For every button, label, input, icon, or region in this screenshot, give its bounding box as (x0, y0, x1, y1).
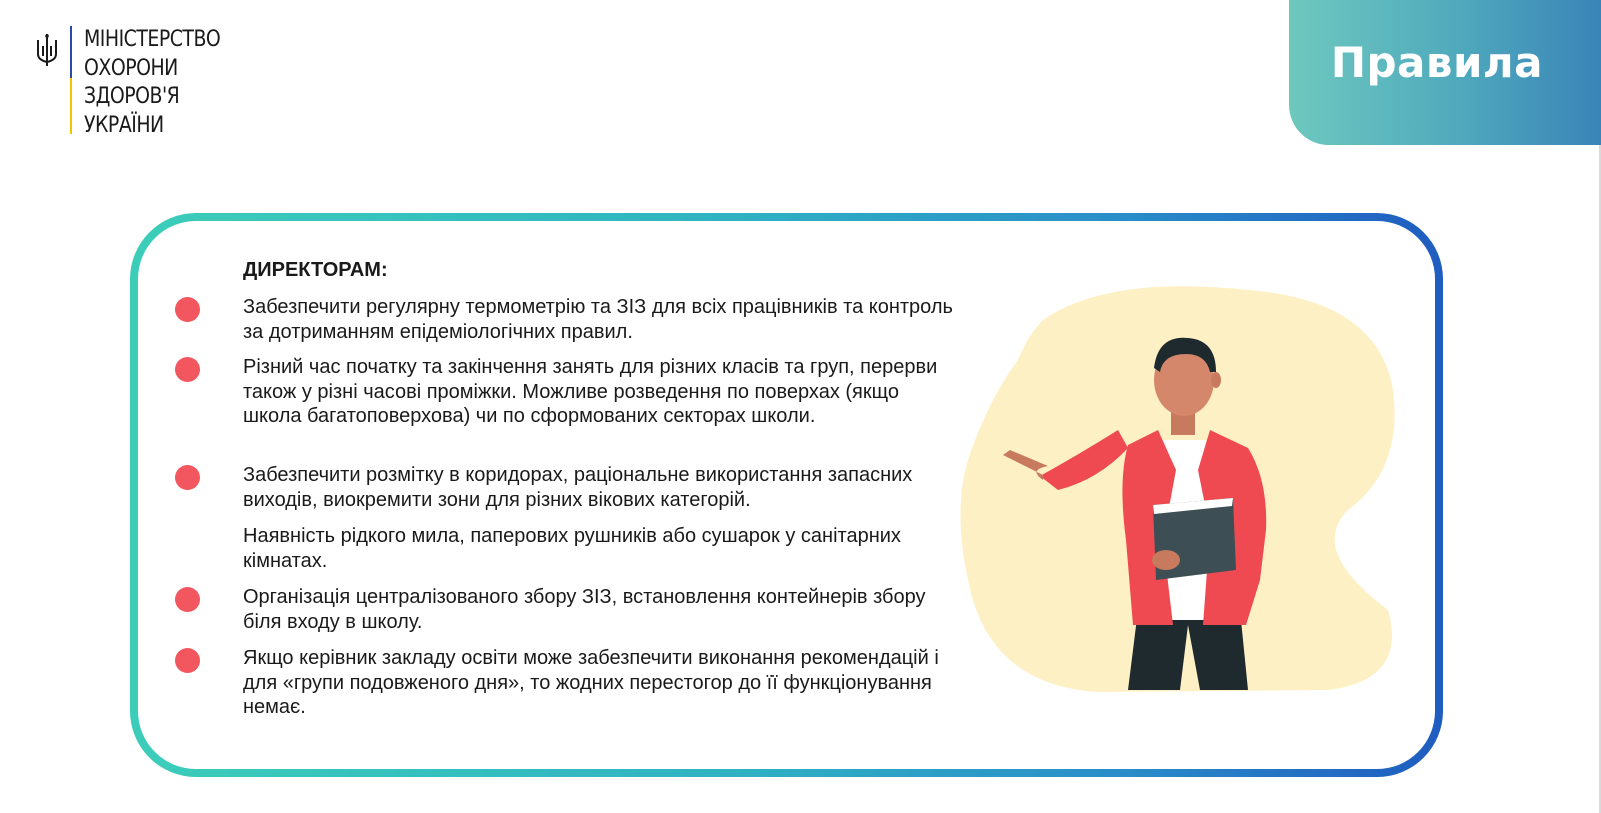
logo-bar-yellow (70, 78, 72, 134)
header-tab (1289, 0, 1601, 145)
teacher-illustration (948, 280, 1418, 710)
bullet-dot (175, 587, 200, 612)
bullet-dot (175, 297, 200, 322)
rule-item: Забезпечити розмітку в коридорах, раціональне використання запасних виходів, виокремити зони для різних вікових категорій. (243, 464, 913, 511)
ministry-name-line: УКРАЇНИ (84, 112, 164, 138)
ministry-name-line: МІНІСТЕРСТВО (84, 27, 221, 52)
ministry-name (84, 26, 221, 140)
section-heading: ДИРЕКТОРАМ: (243, 259, 388, 281)
ministry-name-line: ЗДОРОВ'Я (84, 84, 180, 109)
bullet-dot (175, 357, 200, 382)
trident-icon (34, 32, 60, 68)
bullet-dot (175, 648, 200, 673)
holding-hand (1152, 550, 1180, 570)
rule-item: Забезпечити регулярну термометрію та ЗІЗ для всіх працівників та контроль за дотриманням епідеміологічних правил. (243, 296, 953, 343)
rule-item: Організація централізованого збору ЗІЗ, встановлення контейнерів збору біля входу в школу. (243, 586, 926, 633)
ministry-name-line: ОХОРОНИ (84, 55, 178, 81)
rule-item: Якщо керівник закладу освіти може забезпечити виконання рекомендацій і для «групи подовженого дня», то жодних перестогор до її функціонування немає. (243, 647, 939, 718)
rule-item: Наявність рідкого мила, паперових рушників або сушарок у санітарних кімнатах. (243, 525, 901, 572)
rule-item: Різний час початку та закінчення занять для різних класів та груп, перерви також у різні часові проміжки. Можливе розведення по поверхах (якщо школа багатоповерхова) чи по сформованих секторах школи. (243, 356, 938, 427)
bullet-dot (175, 465, 200, 490)
page-title: Правила (1330, 38, 1543, 87)
logo-bar-blue (70, 26, 72, 78)
